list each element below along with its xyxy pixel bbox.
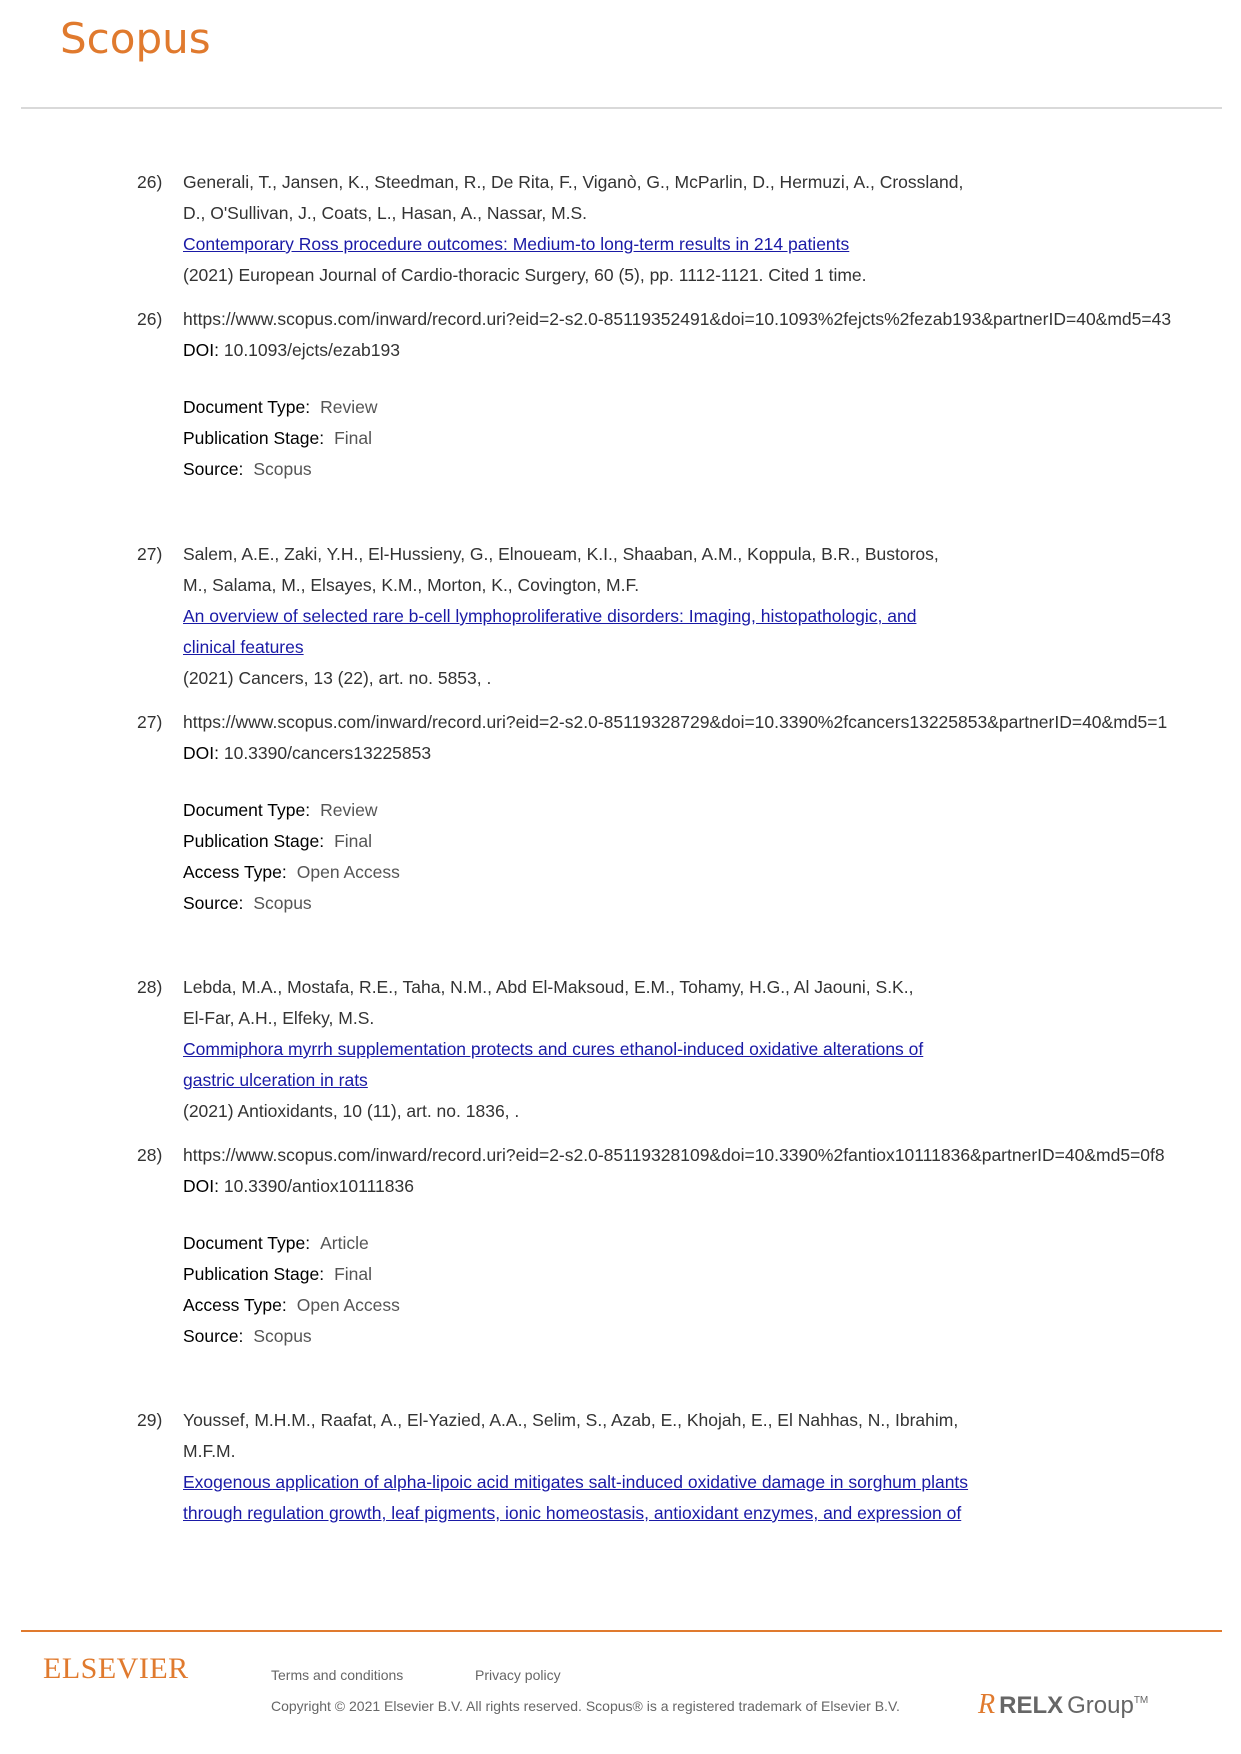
record-title-link-cont[interactable] [183,632,304,663]
copyright-text: Copyright © 2021 Elsevier B.V. All rights reserved. Scopus® is a registered trademark of Elsevier B.V. [271,1698,900,1714]
meta-source: Source: Scopus [183,459,312,479]
record-doi: DOI: 10.1093/ejcts/ezab193 [183,340,400,360]
record-authors-cont: D., O'Sullivan, J., Coats, L., Hasan, A., Nassar, M.S. [183,203,588,223]
relx-group-logo[interactable]: R RELX Group TM [978,1689,1149,1720]
record-url: 28) https://www.scopus.com/inward/record.uri?eid=2-s2.0-85119328109&doi=10.3390%2fantiox10111836&partnerID=40&md5=0f8 [137,1145,1165,1165]
record-url-text[interactable]: https://www.scopus.com/inward/record.uri?eid=2-s2.0-85119328729&doi=10.3390%2fcancers13225853&partnerID=40&md5=1 [183,712,1168,732]
record-authors-cont: M., Salama, M., Elsayes, K.M., Morton, K., Covington, M.F. [183,575,640,595]
record-citation: (2021) European Journal of Cardio-thoracic Surgery, 60 (5), pp. 1112-1121. Cited 1 time. [183,265,867,285]
record-number: 29) [137,1410,163,1430]
record-url-text[interactable]: https://www.scopus.com/inward/record.uri?eid=2-s2.0-85119352491&doi=10.1093%2fejcts%2fezab193&partnerID=40&md5=43 [183,309,1172,329]
record-title-link-cont[interactable] [183,1498,961,1529]
meta-source: Source: Scopus [183,1326,312,1346]
record-doi: DOI: 10.3390/antiox10111836 [183,1176,414,1196]
record-doi: DOI: 10.3390/cancers13225853 [183,743,432,763]
privacy-link[interactable]: Privacy policy [475,1667,561,1683]
header-divider [21,107,1222,109]
record-url-text[interactable]: https://www.scopus.com/inward/record.uri?eid=2-s2.0-85119328109&doi=10.3390%2fantiox10111836&partnerID=40&md5=0f8 [183,1145,1165,1165]
meta-document-type: Document Type: Review [183,800,378,820]
record-citation: (2021) Antioxidants, 10 (11), art. no. 1836, . [183,1101,520,1121]
record-citation: (2021) Cancers, 13 (22), art. no. 5853, . [183,668,492,688]
meta-publication-stage: Publication Stage: Final [183,831,373,851]
record-authors: 28) Lebda, M.A., Mostafa, R.E., Taha, N.M., Abd El-Maksoud, E.M., Tohamy, H.G., Al Jaouni, S.K., [137,972,913,1003]
meta-source: Source: Scopus [183,893,312,913]
record-number: 27) [137,544,163,564]
record-title-link[interactable] [183,1467,968,1498]
meta-document-type: Document Type: Article [183,1233,369,1253]
record-title-link[interactable] [183,1034,923,1065]
footer-divider [21,1630,1222,1632]
title-link[interactable]: An overview of selected rare b-cell lymphoproliferative disorders: Imaging, histopathologic, and [183,606,917,626]
relx-mark-icon: R [978,1689,996,1720]
meta-document-type: Document Type: Review [183,397,378,417]
title-link[interactable]: clinical features [183,637,304,657]
record-title-link-cont[interactable] [183,1065,368,1096]
title-link[interactable]: Commiphora myrrh supplementation protects and cures ethanol-induced oxidative alterations of [183,1039,924,1059]
meta-access-type: Access Type: Open Access [183,1295,400,1315]
meta-publication-stage: Publication Stage: Final [183,428,373,448]
title-link[interactable]: gastric ulceration in rats [183,1070,368,1090]
record-authors: 26) Generali, T., Jansen, K., Steedman, R., De Rita, F., Viganò, G., McParlin, D., Hermuzi, A., Crossland, [137,167,963,198]
record-title-link[interactable] [183,601,916,632]
meta-access-type: Access Type: Open Access [183,862,400,882]
record-url: 26) https://www.scopus.com/inward/record.uri?eid=2-s2.0-85119352491&doi=10.1093%2fejcts%2fezab193&partnerID=40&md5=43 [137,309,1172,329]
record-url: 27) https://www.scopus.com/inward/record.uri?eid=2-s2.0-85119328729&doi=10.3390%2fcancers13225853&partnerID=40&md5=1 [137,712,1168,732]
page-header [0,0,1241,110]
title-link[interactable]: through regulation growth, leaf pigments, ionic homeostasis, antioxidant enzymes, and expression of [183,1503,962,1523]
terms-link[interactable]: Terms and conditions [271,1667,404,1683]
scopus-logo[interactable]: Scopus [60,14,211,63]
title-link[interactable]: Exogenous application of alpha-lipoic acid mitigates salt-induced oxidative damage in sorghum plants [183,1472,969,1492]
title-link[interactable]: Contemporary Ross procedure outcomes: Medium-to long-term results in 214 patients [183,234,850,254]
record-authors-cont: El-Far, A.H., Elfeky, M.S. [183,1008,375,1028]
elsevier-logo[interactable]: ELSEVIER [43,1652,189,1685]
meta-publication-stage: Publication Stage: Final [183,1264,373,1284]
record-authors-cont: M.F.M. [183,1441,236,1461]
record-number: 26) [137,172,163,192]
record-number: 28) [137,977,163,997]
record-authors: 29) Youssef, M.H.M., Raafat, A., El-Yazied, A.A., Selim, S., Azab, E., Khojah, E., El Nahhas, N., Ibrahim, [137,1405,958,1436]
record-authors: 27) Salem, A.E., Zaki, Y.H., El-Hussieny, G., Elnoueam, K.I., Shaaban, A.M., Koppula, B.R., Bustoros, [137,539,939,570]
record-title-link[interactable] [183,229,849,260]
